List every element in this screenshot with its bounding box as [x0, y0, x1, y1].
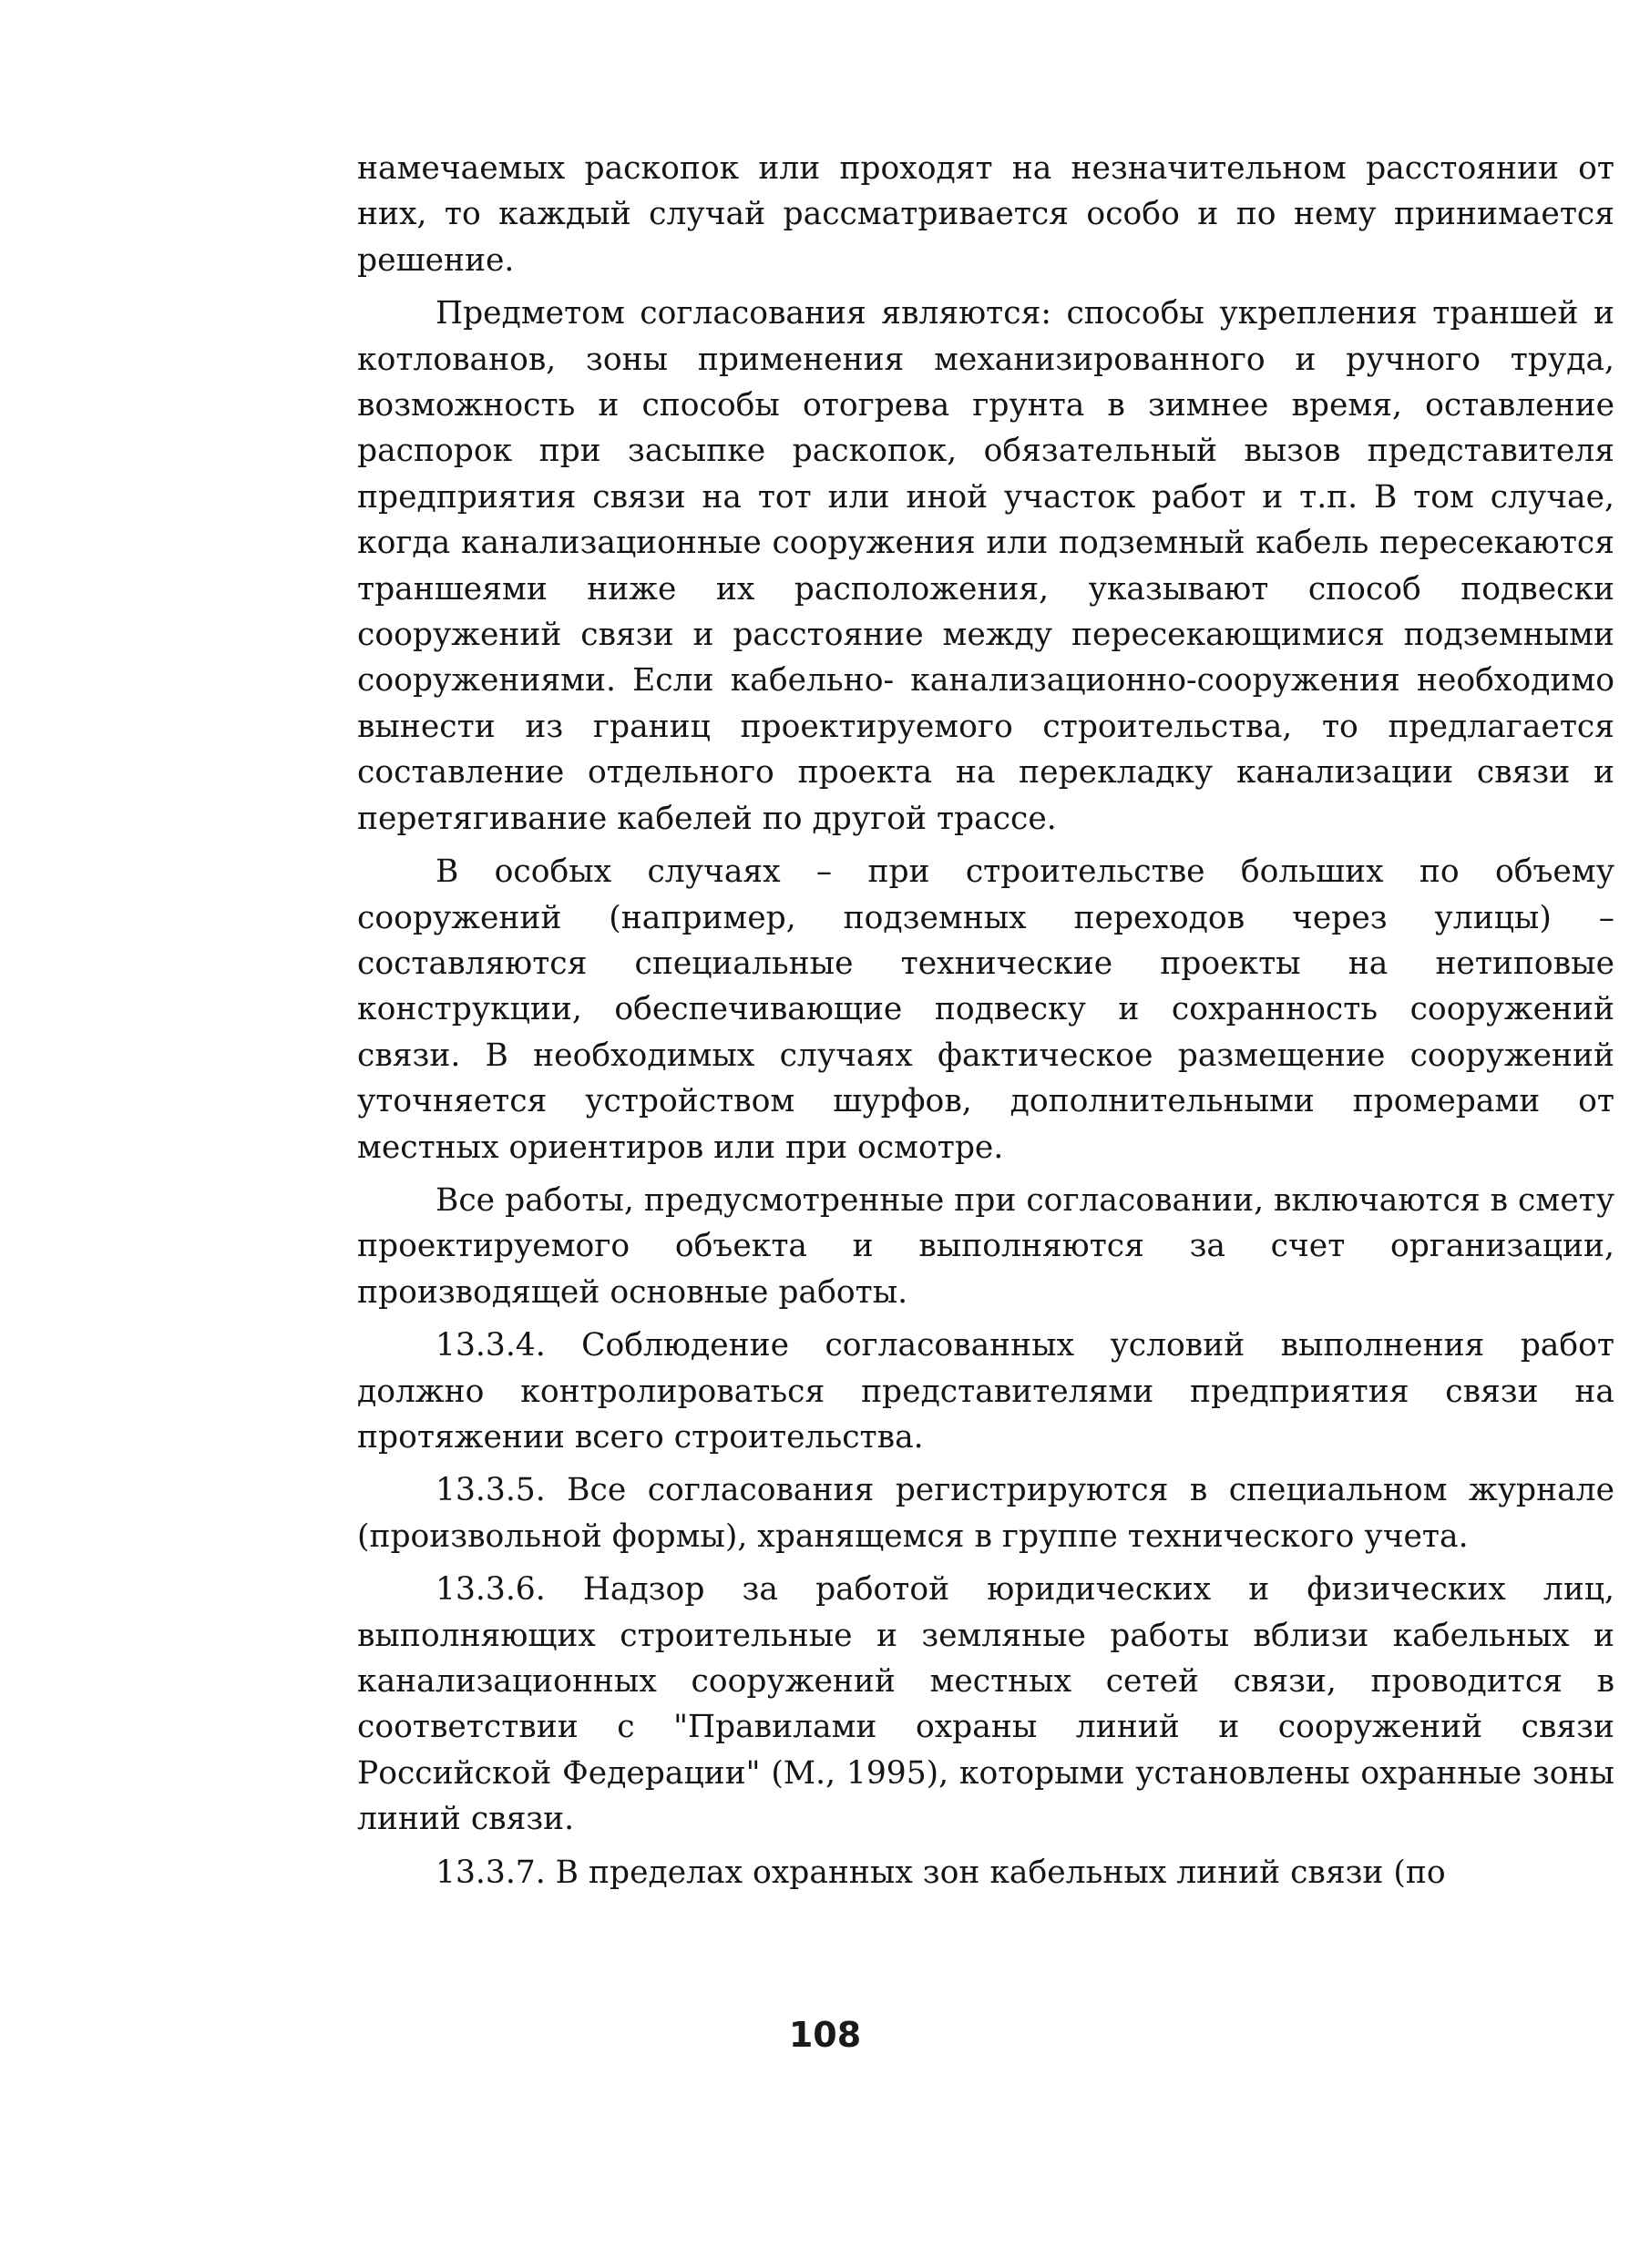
- paragraph-13-3-7: 13.3.7. В пределах охранных зон кабельных линий связи (по: [436, 1854, 1446, 1891]
- paragraph-special-cases: В особых случаях – при строительстве больших по объему сооружений (например, подземных переходов через улицы) – составляются специальные технические проекты на нетиповые конструкции, обеспечивающие подвеску и сохранность сооружений связи. В необходимых случаях фактическое размещение сооружений уточняется устройством шурфов, дополнительными промерами от местных ориентиров или при осмотре.: [357, 853, 1614, 1166]
- paragraph-13-3-6: 13.3.6. Надзор за работой юридических и физических лиц, выполняющих строительные и земляные работы вблизи кабельных и канализационных сооружений местных сетей связи, проводится в соответствии с "Правилами охраны линий и сооружений связи Российской Федерации" (М., 1995), которыми установлены охранные зоны линий связи.: [357, 1571, 1614, 1838]
- paragraph-continuation: намечаемых раскопок или проходят на незначительном расстоянии от них, то каждый случай рассматривается особо и по нему принимается решение.: [357, 150, 1614, 279]
- page-number: 108: [788, 2015, 862, 2055]
- body-text: [357, 146, 1614, 1895]
- paragraph-all-works: Все работы, предусмотренные при согласовании, включаются в смету проектируемого объекта и выполняются за счет организации, производящей основные работы.: [357, 1181, 1614, 1311]
- paragraph-13-3-5: 13.3.5. Все согласования регистрируются в специальном журнале (произвольной формы), хранящемся в группе технического учета.: [357, 1472, 1614, 1555]
- paragraph-13-3-4: 13.3.4. Соблюдение согласованных условий выполнения работ должно контролироваться представителями предприятия связи на протяжении всего строительства.: [357, 1327, 1614, 1456]
- paragraph-agreement-subject: Предметом согласования являются: способы укрепления траншей и котлованов, зоны применения механизированного и ручного труда, возможность и способы отогрева грунта в зимнее время, оставление распорок при засыпке раскопок, обязательный вызов представителя предприятия связи на тот или иной участок работ и т.п. В том случае, когда канализационные сооружения или подземный кабель пересекаются траншеями ниже их расположения, указывают способ подвески сооружений связи и расстояние между пересекающимися подземными сооружениями. Если кабельно- канализационно-сооружения необходимо вынести из границ проектируемого строительства, то предлагается составление отдельного проекта на перекладку канализации связи и перетягивание кабелей по другой трассе.: [357, 295, 1614, 837]
